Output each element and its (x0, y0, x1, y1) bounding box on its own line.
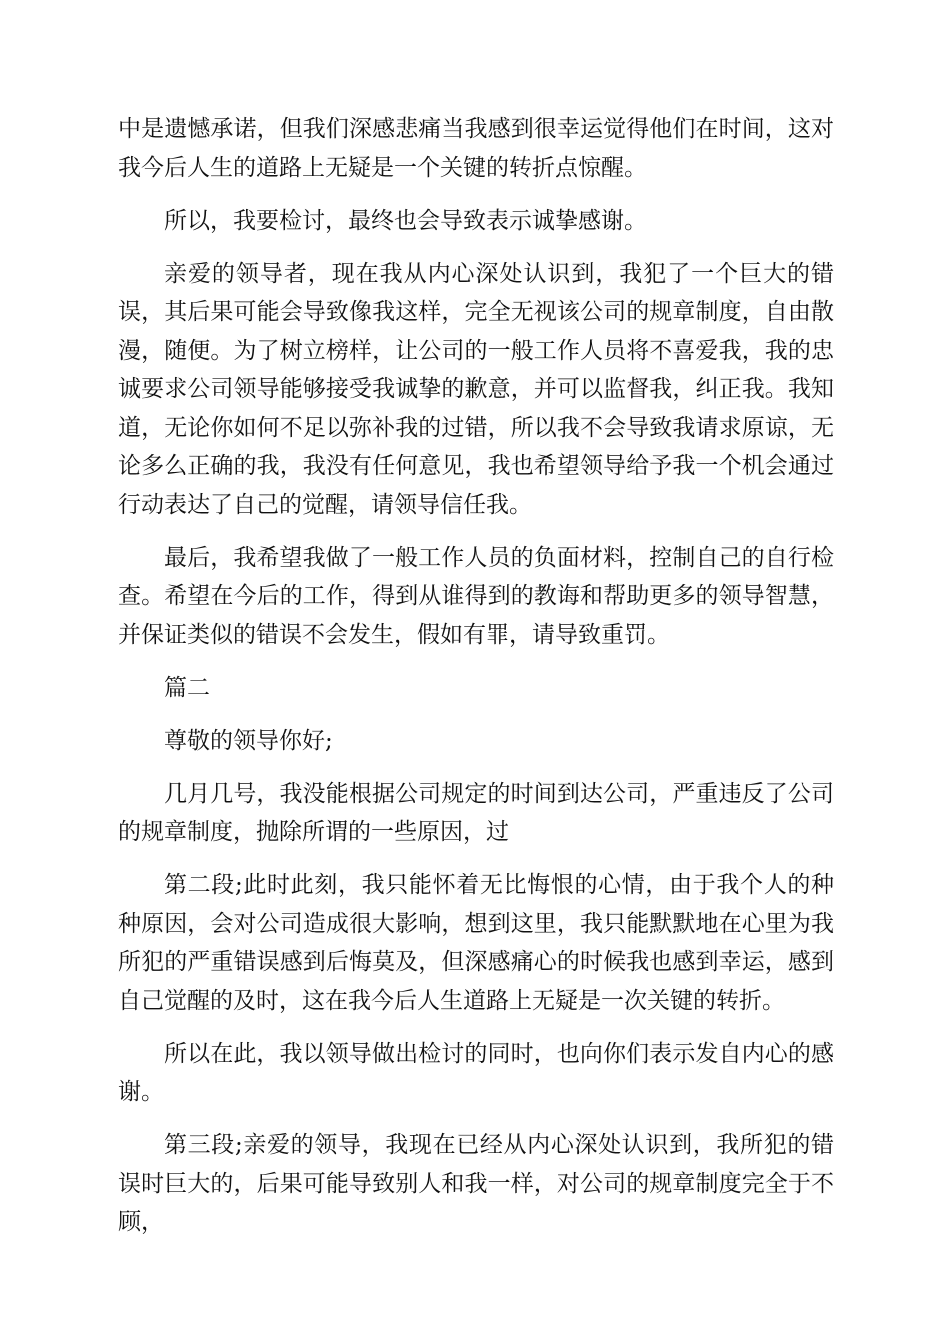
paragraph-continuation: 中是遗憾承诺，但我们深感悲痛当我感到很幸运觉得他们在时间，这对我今后人生的道路上无疑是一个关键的转折点惊醒。 (118, 116, 834, 181)
paragraph-review: 所以，我要检讨，最终也会导致表示诚挚感谢。 (164, 207, 647, 234)
section-heading-part-two: 篇二 (164, 674, 210, 701)
salutation: 尊敬的领导你好; (164, 727, 333, 754)
paragraph-third-section: 第三段;亲爱的领导，我现在已经从内心深处认识到，我所犯的错误时巨大的，后果可能导致别人和我一样，对公司的规章制度完全于不顾， (118, 1132, 834, 1235)
paragraph-date-late: 几月几号，我没能根据公司规定的时间到达公司，严重违反了公司的规章制度，抛除所谓的一些原因，过 (118, 780, 834, 845)
paragraph-second-section: 第二段;此时此刻，我只能怀着无比悔恨的心情，由于我个人的种种原因，会对公司造成很大影响，想到这里，我只能默默地在心里为我所犯的严重错误感到后悔莫及，但深感痛心的时候我也感到幸运，感到自己觉醒的及时，这在我今后人生道路上无疑是一次关键的转折。 (118, 872, 834, 1014)
paragraph-finally: 最后，我希望我做了一般工作人员的负面材料，控制自己的自行检查。希望在今后的工作，得到从谁得到的教诲和帮助更多的领导智慧，并保证类似的错误不会发生，假如有罪，请导致重罚。 (118, 544, 834, 648)
document-body (118, 110, 834, 1256)
paragraph-dear-leader: 亲爱的领导者，现在我从内心深处认识到，我犯了一个巨大的错误，其后果可能会导致像我这样，完全无视该公司的规章制度，自由散漫，随便。为了树立榜样，让公司的一般工作人员将不喜爱我，我的忠诚要求公司领导能够接受我诚挚的歉意，并可以监督我，纠正我。我知道，无论你如何不足以弥补我的过错，所以我不会导致我请求原谅，无论多么正确的我，我没有任何意见，我也希望领导给予我一个机会通过行动表达了自己的觉醒，请领导信任我。 (118, 260, 834, 518)
paragraph-thanks: 所以在此，我以领导做出检讨的同时，也向你们表示发自内心的感谢。 (118, 1040, 834, 1105)
